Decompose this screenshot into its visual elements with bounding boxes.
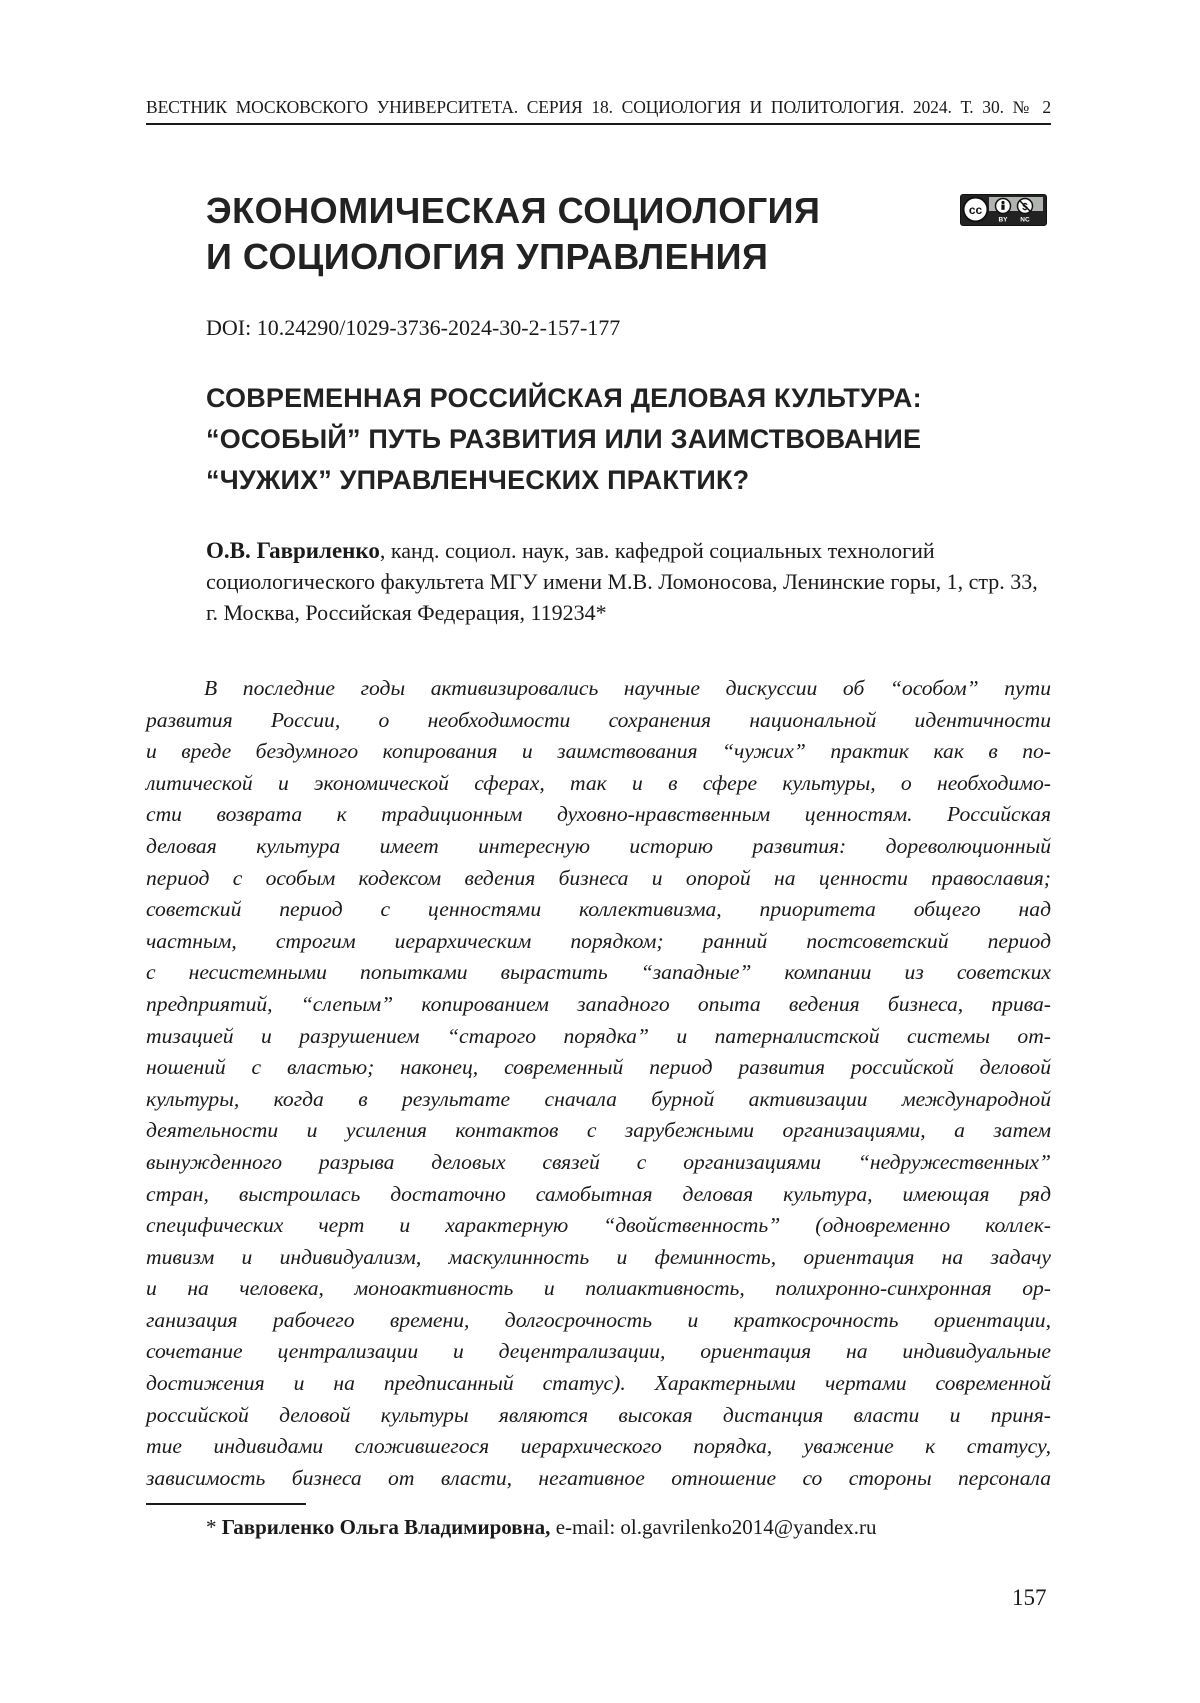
abstract-line: тизацией и разрушением “старого порядка” и патерналистской системы от-: [146, 1021, 1051, 1053]
footnote: [206, 1515, 877, 1540]
abstract-line: сти возврата к традиционным духовно-нравственным ценностям. Российская: [146, 799, 1051, 831]
abstract-line: зависимость бизнеса от власти, негативное отношение со стороны персонала: [146, 1463, 1051, 1495]
author-name: О.В. Гавриленко: [206, 538, 380, 563]
footnote-rule: [146, 1503, 306, 1505]
abstract-line: частным, строгим иерархическим порядком; ранний постсоветский период: [146, 926, 1051, 958]
abstract-line: вынужденного разрыва деловых связей с организациями “недружественных”: [146, 1147, 1051, 1179]
section-title: [206, 188, 906, 280]
abstract-line: достижения и на предписанный статус). Характерными чертами современной: [146, 1368, 1051, 1400]
section-title-line-1: ЭКОНОМИЧЕСКАЯ СОЦИОЛОГИЯ: [206, 188, 906, 234]
footnote-marker: *: [206, 1515, 222, 1539]
abstract-line: В последние годы активизировались научные дискуссии об “особом” пути: [146, 673, 1051, 705]
article-title: [206, 378, 1066, 501]
svg-text:cc: cc: [969, 203, 983, 217]
abstract-line: тивизм и индивидуализм, маскулинность и феминность, ориентация на задачу: [146, 1242, 1051, 1274]
cc-license-badge[interactable]: [960, 194, 1047, 226]
abstract-line: сочетание централизации и децентрализации, ориентация на индивидуальные: [146, 1336, 1051, 1368]
abstract-line: литической и экономической сферах, так и в сфере культуры, о необходимо-: [146, 768, 1051, 800]
abstract-line: стран, выстроилась достаточно самобытная деловая культура, имеющая ряд: [146, 1179, 1051, 1211]
article-title-line-2: “ОСОБЫЙ” ПУТЬ РАЗВИТИЯ ИЛИ ЗАИМСТВОВАНИЕ: [206, 419, 1066, 460]
cc-by-nc-icon: [961, 195, 1045, 224]
running-head: ВЕСТНИК МОСКОВСКОГО УНИВЕРСИТЕТА. СЕРИЯ 18. СОЦИОЛОГИЯ И ПОЛИТОЛОГИЯ. 2024. Т. 30. № 2: [146, 97, 1051, 118]
author-affiliation: , канд. социол. наук, зав. кафедрой социальных технологий социологического факультета МГУ имени М.В. Ломоносова, Ленинские горы, 1, стр. 33, г. Москва, Российская Федерация, 119234*: [206, 538, 1038, 625]
abstract-line: период с особым кодексом ведения бизнеса и опорой на ценности православия;: [146, 863, 1051, 895]
abstract-line: культуры, когда в результате сначала бурной активизации международной: [146, 1084, 1051, 1116]
abstract-line: деловая культура имеет интересную историю развития: дореволюционный: [146, 831, 1051, 863]
abstract-line: и вреде бездумного копирования и заимствования “чужих” практик как в по-: [146, 736, 1051, 768]
footnote-email[interactable]: e-mail: ol.gavrilenko2014@yandex.ru: [550, 1515, 876, 1539]
svg-text:$: $: [1022, 202, 1028, 213]
abstract-line: российской деловой культуры являются высокая дистанция власти и приня-: [146, 1400, 1051, 1432]
abstract-line: ганизация рабочего времени, долгосрочность и краткосрочность ориентации,: [146, 1305, 1051, 1337]
abstract-line: предприятий, “слепым” копированием западного опыта ведения бизнеса, прива-: [146, 989, 1051, 1021]
abstract-line: и на человека, моноактивность и полиактивность, полихронно-синхронная ор-: [146, 1273, 1051, 1305]
abstract-line: деятельности и усиления контактов с зарубежными организациями, а затем: [146, 1115, 1051, 1147]
article-title-line-1: СОВРЕМЕННАЯ РОССИЙСКАЯ ДЕЛОВАЯ КУЛЬТУРА:: [206, 378, 1066, 419]
abstract-line: специфических черт и характерную “двойственность” (одновременно коллек-: [146, 1210, 1051, 1242]
cc-nc-label: NC: [1020, 217, 1030, 224]
abstract: [146, 673, 1051, 1494]
abstract-line: тие индивидами сложившегося иерархического порядка, уважение к статусу,: [146, 1431, 1051, 1463]
abstract-line: ношений с властью; наконец, современный период развития российской деловой: [146, 1052, 1051, 1084]
page-number: 157: [1012, 1585, 1047, 1611]
abstract-line: советский период с ценностями коллективизма, приоритета общего над: [146, 894, 1051, 926]
author-info: [206, 535, 1051, 628]
header-rule: [146, 123, 1051, 125]
abstract-line: развития России, о необходимости сохранения национальной идентичности: [146, 705, 1051, 737]
article-title-line-3: “ЧУЖИХ” УПРАВЛЕНЧЕСКИХ ПРАКТИК?: [206, 460, 1066, 501]
doi[interactable]: DOI: 10.24290/1029-3736-2024-30-2-157-177: [206, 315, 620, 341]
section-title-line-2: И СОЦИОЛОГИЯ УПРАВЛЕНИЯ: [206, 234, 906, 280]
abstract-line: с несистемными попытками вырастить “западные” компании из советских: [146, 957, 1051, 989]
cc-by-label: BY: [998, 217, 1008, 224]
footnote-author-name: Гавриленко Ольга Владимировна,: [222, 1515, 551, 1539]
